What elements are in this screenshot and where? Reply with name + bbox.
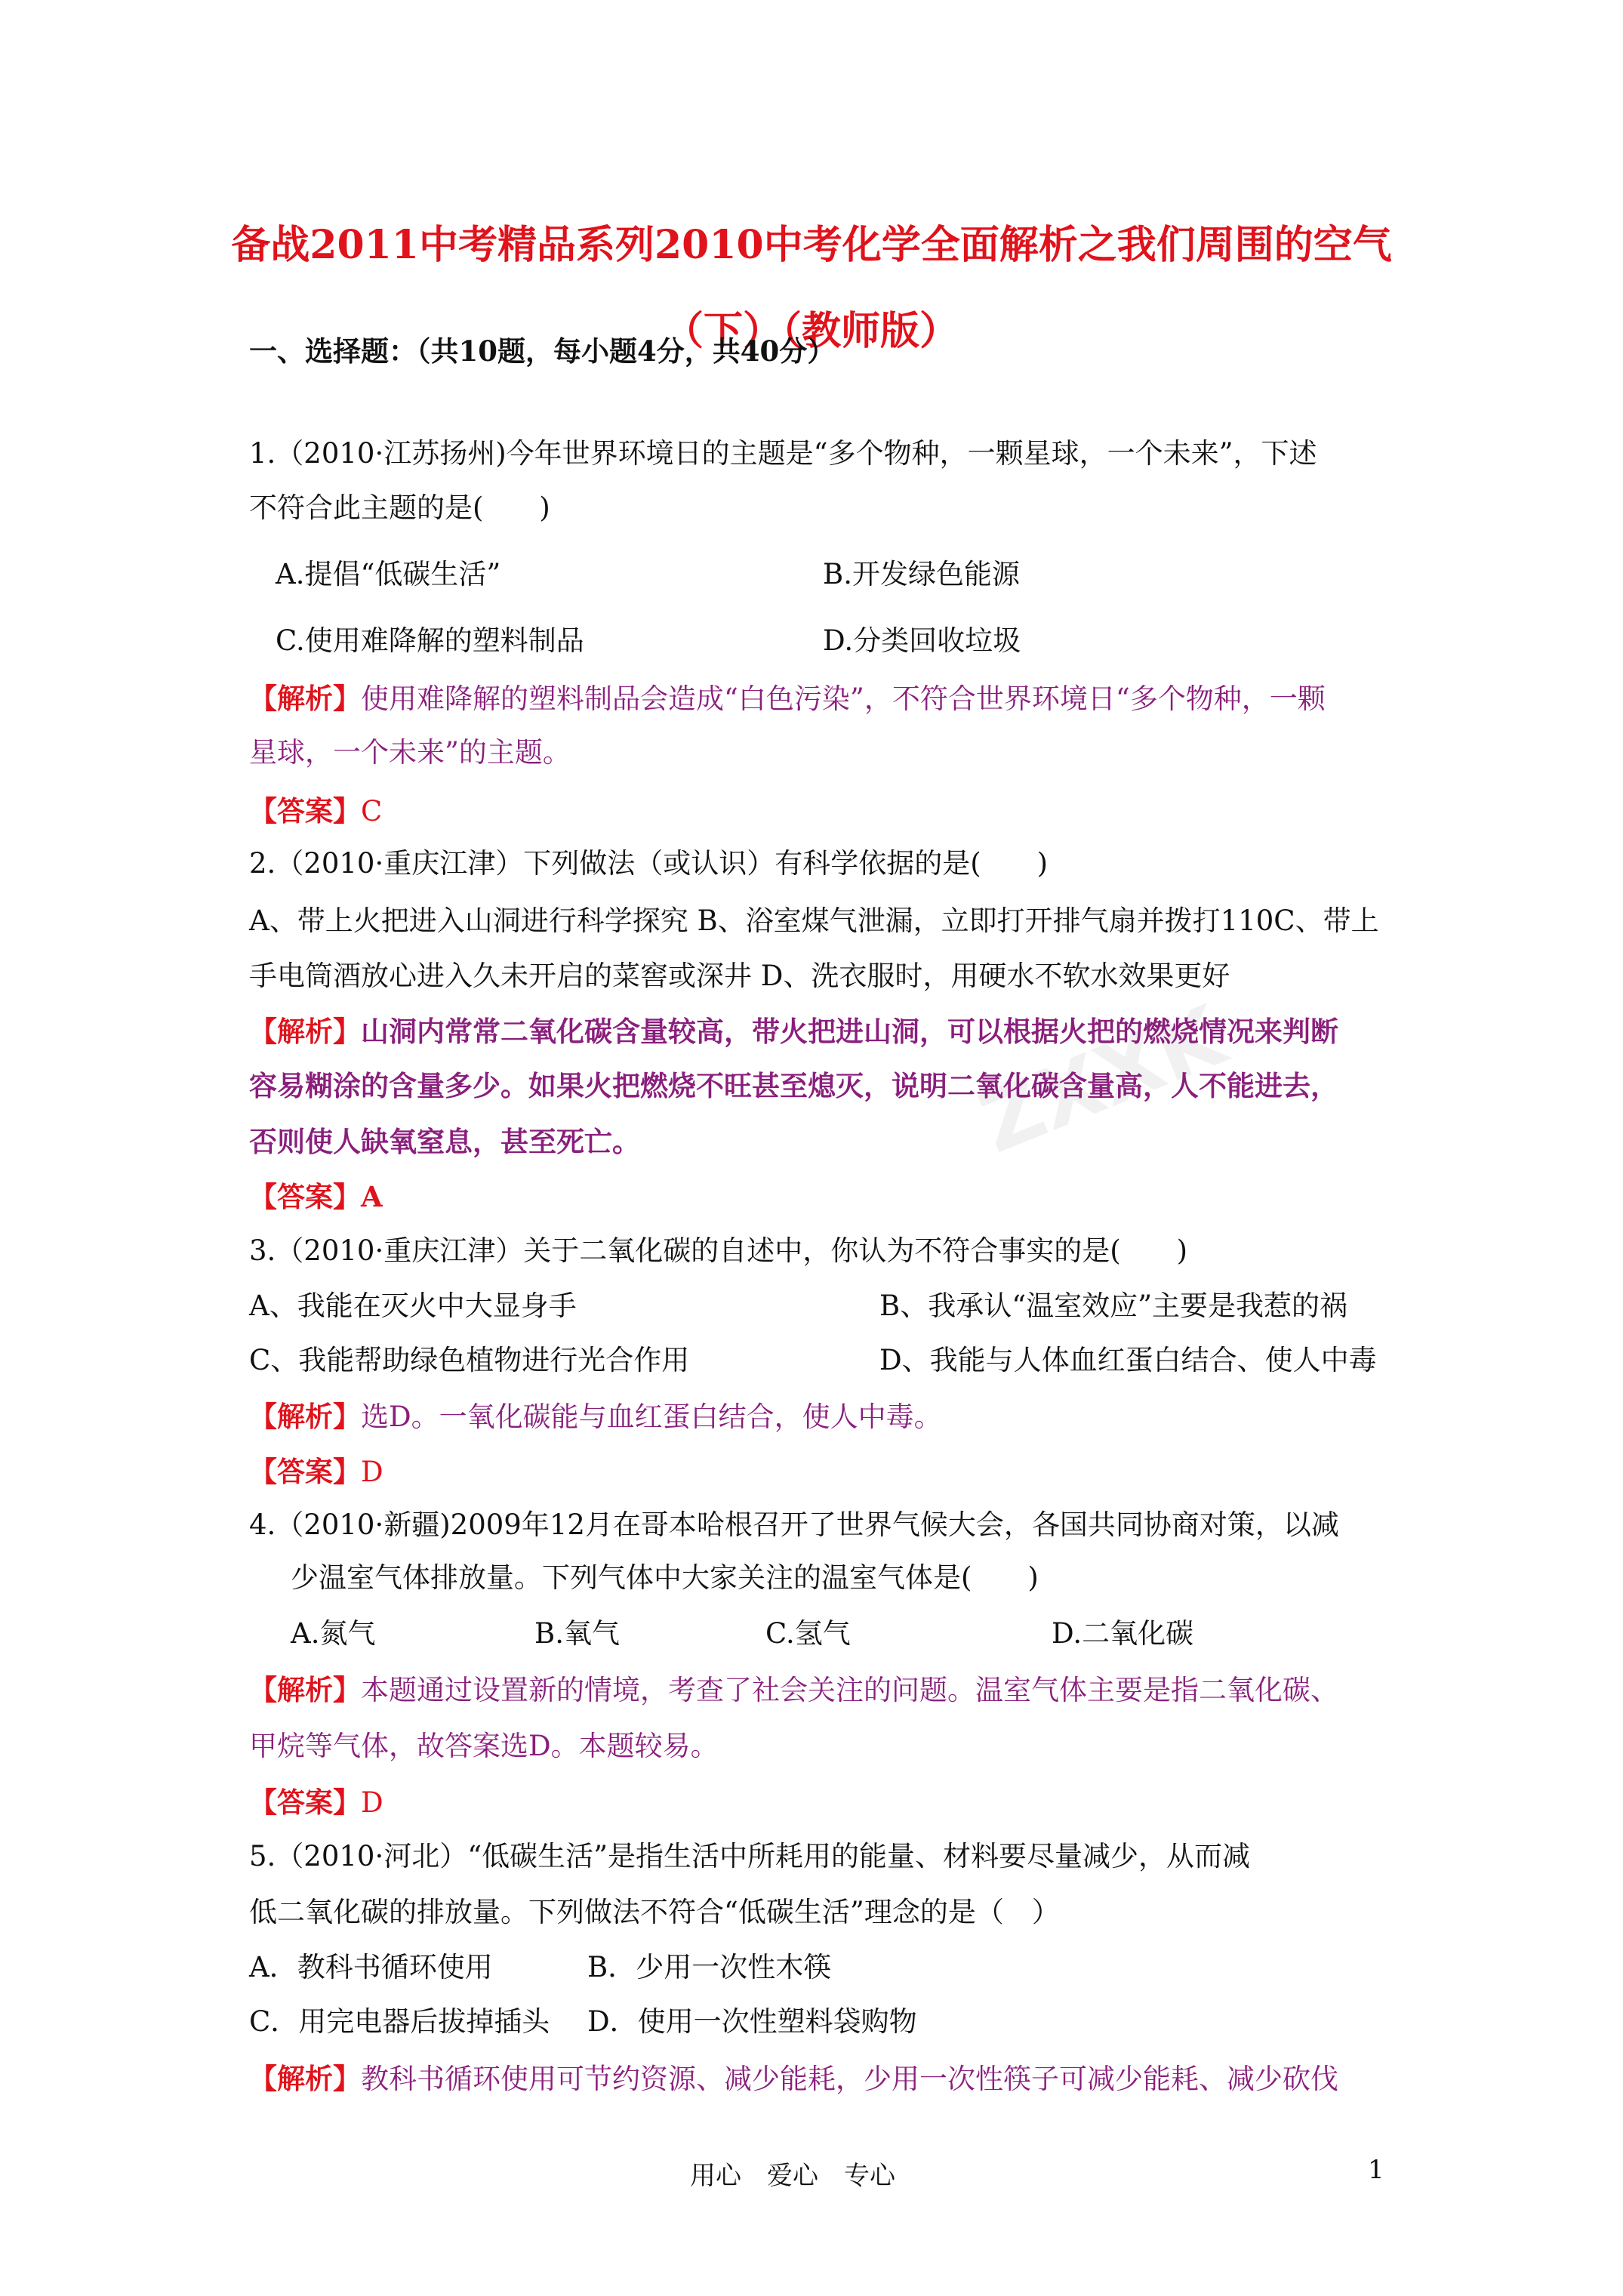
analysis-text: 使用难降解的塑料制品会造成“白色污染”，不符合世界环境日“多个物种，一颗 [361,683,1326,715]
question-stem-line: 2.（2010·重庆江津）下列做法（或认识）有科学依据的是( ) [249,847,1049,880]
analysis-text: 山洞内常常二氧化碳含量较高，带火把进山洞，可以根据火把的燃烧情况来判断 [361,1015,1338,1048]
answer-value: A [361,1180,383,1213]
analysis-line [249,1399,942,1435]
section-heading: 一、选择题：（共10题，每小题4分，共40分） [249,334,836,368]
question-stem-line: 5.（2010·河北）“低碳生活”是指生活中所耗用的能量、材料要尽量减少，从而减 [249,1840,1251,1872]
analysis-text: 教科书循环使用可节约资源、减少能耗，少用一次性筷子可减少能耗、减少砍伐 [361,2063,1338,2095]
answer-label: 【答案】 [249,794,361,827]
option-c: C.氢气 [765,1617,851,1650]
question-stem-line: 低二氧化碳的排放量。下列做法不符合“低碳生活”理念的是（ ） [249,1896,1060,1928]
option-d: D、我能与人体血红蛋白结合、使人中毒 [879,1344,1377,1376]
answer-label: 【答案】 [249,1455,361,1488]
answer-line [249,1785,383,1820]
option-a: A.氮气 [291,1617,376,1650]
option-d: D.二氧化碳 [1052,1617,1194,1650]
document-title-line-2: （下）（教师版） [664,308,959,354]
answer-line [249,794,382,829]
question-stem-line: 1.（2010·江苏扬州)今年世界环境日的主题是“多个物种，一颗星球，一个未来”，下述 [249,437,1317,470]
option-c: C．用完电器后拔掉插头 [249,2005,550,2038]
analysis-line [249,2061,1338,2097]
analysis-text: 容易糊涂的含量多少。如果火把燃烧不旺甚至熄灭，说明二氧化碳含量高，人不能进去， [249,1070,1338,1102]
analysis-label: 【解析】 [249,1015,361,1048]
option-b: B．少用一次性木筷 [587,1951,832,1983]
option-a: A．教科书循环使用 [249,1951,493,1983]
option-c: C.使用难降解的塑料制品 [276,624,584,657]
analysis-text: 星球，一个未来”的主题。 [249,736,571,769]
option-b: B、我承认“温室效应”主要是我惹的祸 [879,1290,1348,1322]
option-c: C、我能帮助绿色植物进行光合作用 [249,1344,690,1376]
option-b: B.氧气 [534,1617,620,1650]
question-stem-line: 不符合此主题的是( ) [249,492,550,524]
analysis-label: 【解析】 [249,2062,361,2095]
analysis-text: 甲烷等气体，故答案选D。本题较易。 [249,1730,719,1762]
answer-line [249,1454,383,1490]
answer-value: D [361,1456,383,1488]
answer-line [249,1179,383,1215]
analysis-label: 【解析】 [249,682,361,715]
analysis-line [249,1672,1338,1708]
answer-label: 【答案】 [249,1786,361,1819]
answer-value: C [361,795,383,827]
question-stem-line: 少温室气体排放量。下列气体中大家关注的温室气体是( ) [291,1561,1039,1594]
option-b: B.开发绿色能源 [823,558,1020,590]
option-a: A、我能在灭火中大显身手 [249,1290,577,1322]
analysis-label: 【解析】 [249,1400,361,1433]
option-a: A.提倡“低碳生活” [276,558,501,590]
footer-slogan: 用心 爱心 专心 [690,2161,895,2191]
question-stem-line: A、带上火把进入山洞进行科学探究 B、浴室煤气泄漏，立即打开排气扇并拨打110C、带上 [249,905,1379,937]
option-d: D．使用一次性塑料袋购物 [587,2005,917,2038]
page-number: 1 [1368,2155,1384,2185]
analysis-label: 【解析】 [249,1673,361,1706]
analysis-line [249,681,1326,717]
option-d: D.分类回收垃圾 [823,624,1021,657]
question-stem-line: 4.（2010·新疆)2009年12月在哥本哈根召开了世界气候大会，各国共同协商对策，以减 [249,1509,1339,1541]
answer-label: 【答案】 [249,1180,361,1213]
watermark: ZXXK [966,987,1238,1173]
analysis-text: 否则使人缺氧窒息，甚至死亡。 [249,1126,640,1158]
question-stem-line: 3.（2010·重庆江津）关于二氧化碳的自述中，你认为不符合事实的是( ) [249,1234,1188,1267]
analysis-text: 选D。一氧化碳能与血红蛋白结合，使人中毒。 [361,1401,942,1433]
document-title-line-1: 备战2011中考精品系列2010中考化学全面解析之我们周围的空气 [231,222,1392,268]
answer-value: D [361,1786,383,1819]
analysis-line [249,1014,1338,1049]
analysis-text: 本题通过设置新的情境，考查了社会关注的问题。温室气体主要是指二氧化碳、 [361,1674,1338,1706]
question-stem-line: 手电筒酒放心进入久未开启的菜窖或深井 D、洗衣服时，用硬水不软水效果更好 [249,960,1230,992]
